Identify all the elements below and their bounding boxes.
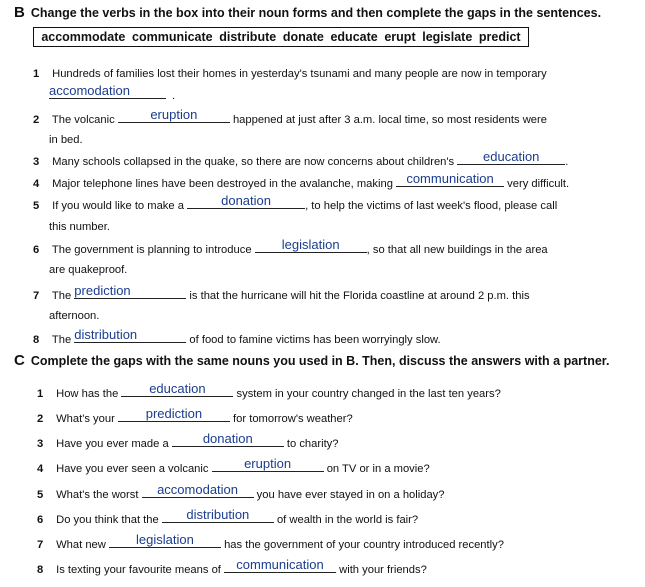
- item-text-before: The: [51, 290, 72, 302]
- answer-gap[interactable]: [74, 283, 186, 299]
- item-number: 7: [33, 290, 40, 302]
- section-c-letter: C: [14, 352, 25, 369]
- answer-gap[interactable]: [142, 482, 254, 498]
- answer-gap[interactable]: [118, 406, 230, 422]
- answer-gap[interactable]: [212, 456, 324, 472]
- item-text-after: happened at just after 3 a.m. local time, so most residents were: [232, 114, 547, 126]
- item-text-before: The: [51, 334, 72, 346]
- word-box-item: educate: [330, 30, 378, 44]
- item-text-after: of food to famine victims has been worryingly slow.: [189, 334, 441, 346]
- item-number: 5: [37, 489, 44, 501]
- item-text-before: Major telephone lines have been destroyed in the avalanche, making: [52, 178, 393, 190]
- item-number: 2: [37, 413, 44, 425]
- answer-gap[interactable]: [118, 107, 230, 123]
- item-text-after: of wealth in the world is fair?: [276, 514, 419, 526]
- c-item-6: [37, 507, 419, 527]
- answer-text: legislation: [281, 237, 340, 252]
- answer-text: communication: [406, 171, 494, 186]
- c-item-5: [37, 482, 445, 502]
- answer-gap[interactable]: [457, 149, 565, 165]
- answer-text: communication: [236, 557, 324, 572]
- item-text-before: Hundreds of families lost their homes in yesterday's tsunami and many people are now in temporary: [52, 68, 547, 80]
- answer-text: legislation: [136, 532, 194, 547]
- item-text-after: .: [565, 156, 569, 168]
- item-text-after: , so that all new buildings in the area: [366, 244, 548, 256]
- item-text-before: Many schools collapsed in the quake, so there are now concerns about children's: [52, 156, 455, 168]
- answer-text: accomodation: [157, 482, 239, 497]
- b-item-1: [33, 67, 547, 81]
- section-b-letter: B: [14, 4, 25, 21]
- item-text-before: The government is planning to introduce: [51, 244, 252, 256]
- item-text-before: Have you ever seen a volcanic: [56, 463, 209, 475]
- b-item-2: [33, 107, 547, 127]
- item-text-before: What new: [56, 539, 106, 551]
- item-text-before: The volcanic: [51, 114, 115, 126]
- item-text-after: very difficult.: [507, 178, 570, 190]
- answer-gap[interactable]: [74, 327, 186, 343]
- item-number: 4: [37, 463, 44, 475]
- word-box: [33, 27, 529, 47]
- word-box-item: donate: [282, 30, 324, 44]
- c-item-2: [37, 406, 353, 426]
- item-number: 3: [33, 156, 40, 168]
- item-text-before: Is texting your favourite means of: [56, 564, 221, 576]
- item-number: 6: [33, 244, 40, 256]
- c-item-8: [37, 557, 427, 577]
- c-item-4: [37, 456, 430, 476]
- answer-text: accomodation: [49, 83, 130, 98]
- b-item-7: [33, 283, 530, 303]
- item-number: 6: [37, 514, 44, 526]
- answer-text: distribution: [186, 507, 250, 522]
- word-box-item: accommodate: [41, 30, 126, 44]
- item-number: 1: [33, 68, 40, 80]
- answer-text: prediction: [145, 406, 203, 421]
- answer-text: education: [149, 381, 206, 396]
- item-text-after: is that the hurricane will hit the Florida coastline at around 2 p.m. this: [189, 290, 530, 302]
- item-number: 1: [37, 388, 44, 400]
- item-text-after: , to help the victims of last week's flood, please call: [305, 200, 558, 212]
- answer-gap[interactable]: [224, 557, 336, 573]
- item-text-after: to charity?: [286, 438, 339, 450]
- answer-gap[interactable]: [162, 507, 274, 523]
- c-item-3: [37, 431, 339, 451]
- item-number: 3: [37, 438, 44, 450]
- answer-text: distribution: [74, 327, 138, 342]
- item-text-before: What's the worst: [56, 489, 139, 501]
- b-item-6-cont: are quakeproof.: [49, 264, 128, 276]
- item-text-before: How has the: [56, 388, 119, 400]
- word-box-item: communicate: [132, 30, 213, 44]
- answer-text: donation: [221, 193, 271, 208]
- item-number: 7: [37, 539, 44, 551]
- item-text-after: with your friends?: [339, 564, 427, 576]
- b-item-6: [33, 237, 548, 257]
- answer-text: eruption: [150, 107, 198, 122]
- item-text-after: for tomorrow's weather?: [233, 413, 353, 425]
- item-text-after: .: [172, 90, 176, 102]
- b-item-5-cont: this number.: [49, 221, 110, 233]
- answer-text: donation: [202, 431, 253, 446]
- c-item-1: [37, 381, 501, 401]
- item-text-before: Do you think that the: [56, 514, 159, 526]
- b-item-2-cont: in bed.: [49, 134, 83, 146]
- answer-text: education: [483, 149, 540, 164]
- answer-gap[interactable]: [49, 83, 166, 99]
- answer-gap[interactable]: [396, 171, 504, 187]
- answer-text: prediction: [74, 283, 131, 298]
- section-b-heading: [14, 4, 601, 21]
- item-text-after: system in your country changed in the last ten years?: [236, 388, 501, 400]
- answer-gap[interactable]: [255, 237, 367, 253]
- b-item-5: [33, 193, 558, 213]
- section-c-heading: [14, 352, 609, 369]
- section-b-instruction: Change the verbs in the box into their noun forms and then complete the gaps in the sentences.: [30, 6, 602, 20]
- b-item-3: [33, 149, 569, 169]
- b-item-4: [33, 171, 570, 191]
- item-text-before: Have you ever made a: [56, 438, 169, 450]
- section-c-instruction: Complete the gaps with the same nouns you used in B. Then, discuss the answers with a partner.: [30, 354, 610, 368]
- item-number: 8: [37, 564, 44, 576]
- b-item-8: [33, 327, 441, 347]
- word-box-item: predict: [478, 30, 521, 44]
- answer-gap[interactable]: [121, 381, 233, 397]
- item-text-after: on TV or in a movie?: [326, 463, 430, 475]
- b-item-7-cont: afternoon.: [49, 310, 100, 322]
- word-box-item: legislate: [422, 30, 473, 44]
- item-text-before: If you would like to make a: [52, 200, 184, 212]
- item-number: 5: [33, 200, 40, 212]
- answer-text: eruption: [244, 456, 292, 471]
- word-box-item: distribute: [219, 30, 277, 44]
- item-text-after: has the government of your country introduced recently?: [224, 539, 504, 551]
- b-item-1-line2: [49, 83, 176, 103]
- item-text-after: you have ever stayed in on a holiday?: [256, 489, 445, 501]
- answer-gap[interactable]: [187, 193, 305, 209]
- word-box-item: erupt: [384, 30, 416, 44]
- answer-gap[interactable]: [109, 532, 221, 548]
- c-item-7: [37, 532, 504, 552]
- item-text-before: What's your: [56, 413, 115, 425]
- item-number: 2: [33, 114, 40, 126]
- item-number: 8: [33, 334, 40, 346]
- answer-gap[interactable]: [172, 431, 284, 447]
- item-number: 4: [33, 178, 40, 190]
